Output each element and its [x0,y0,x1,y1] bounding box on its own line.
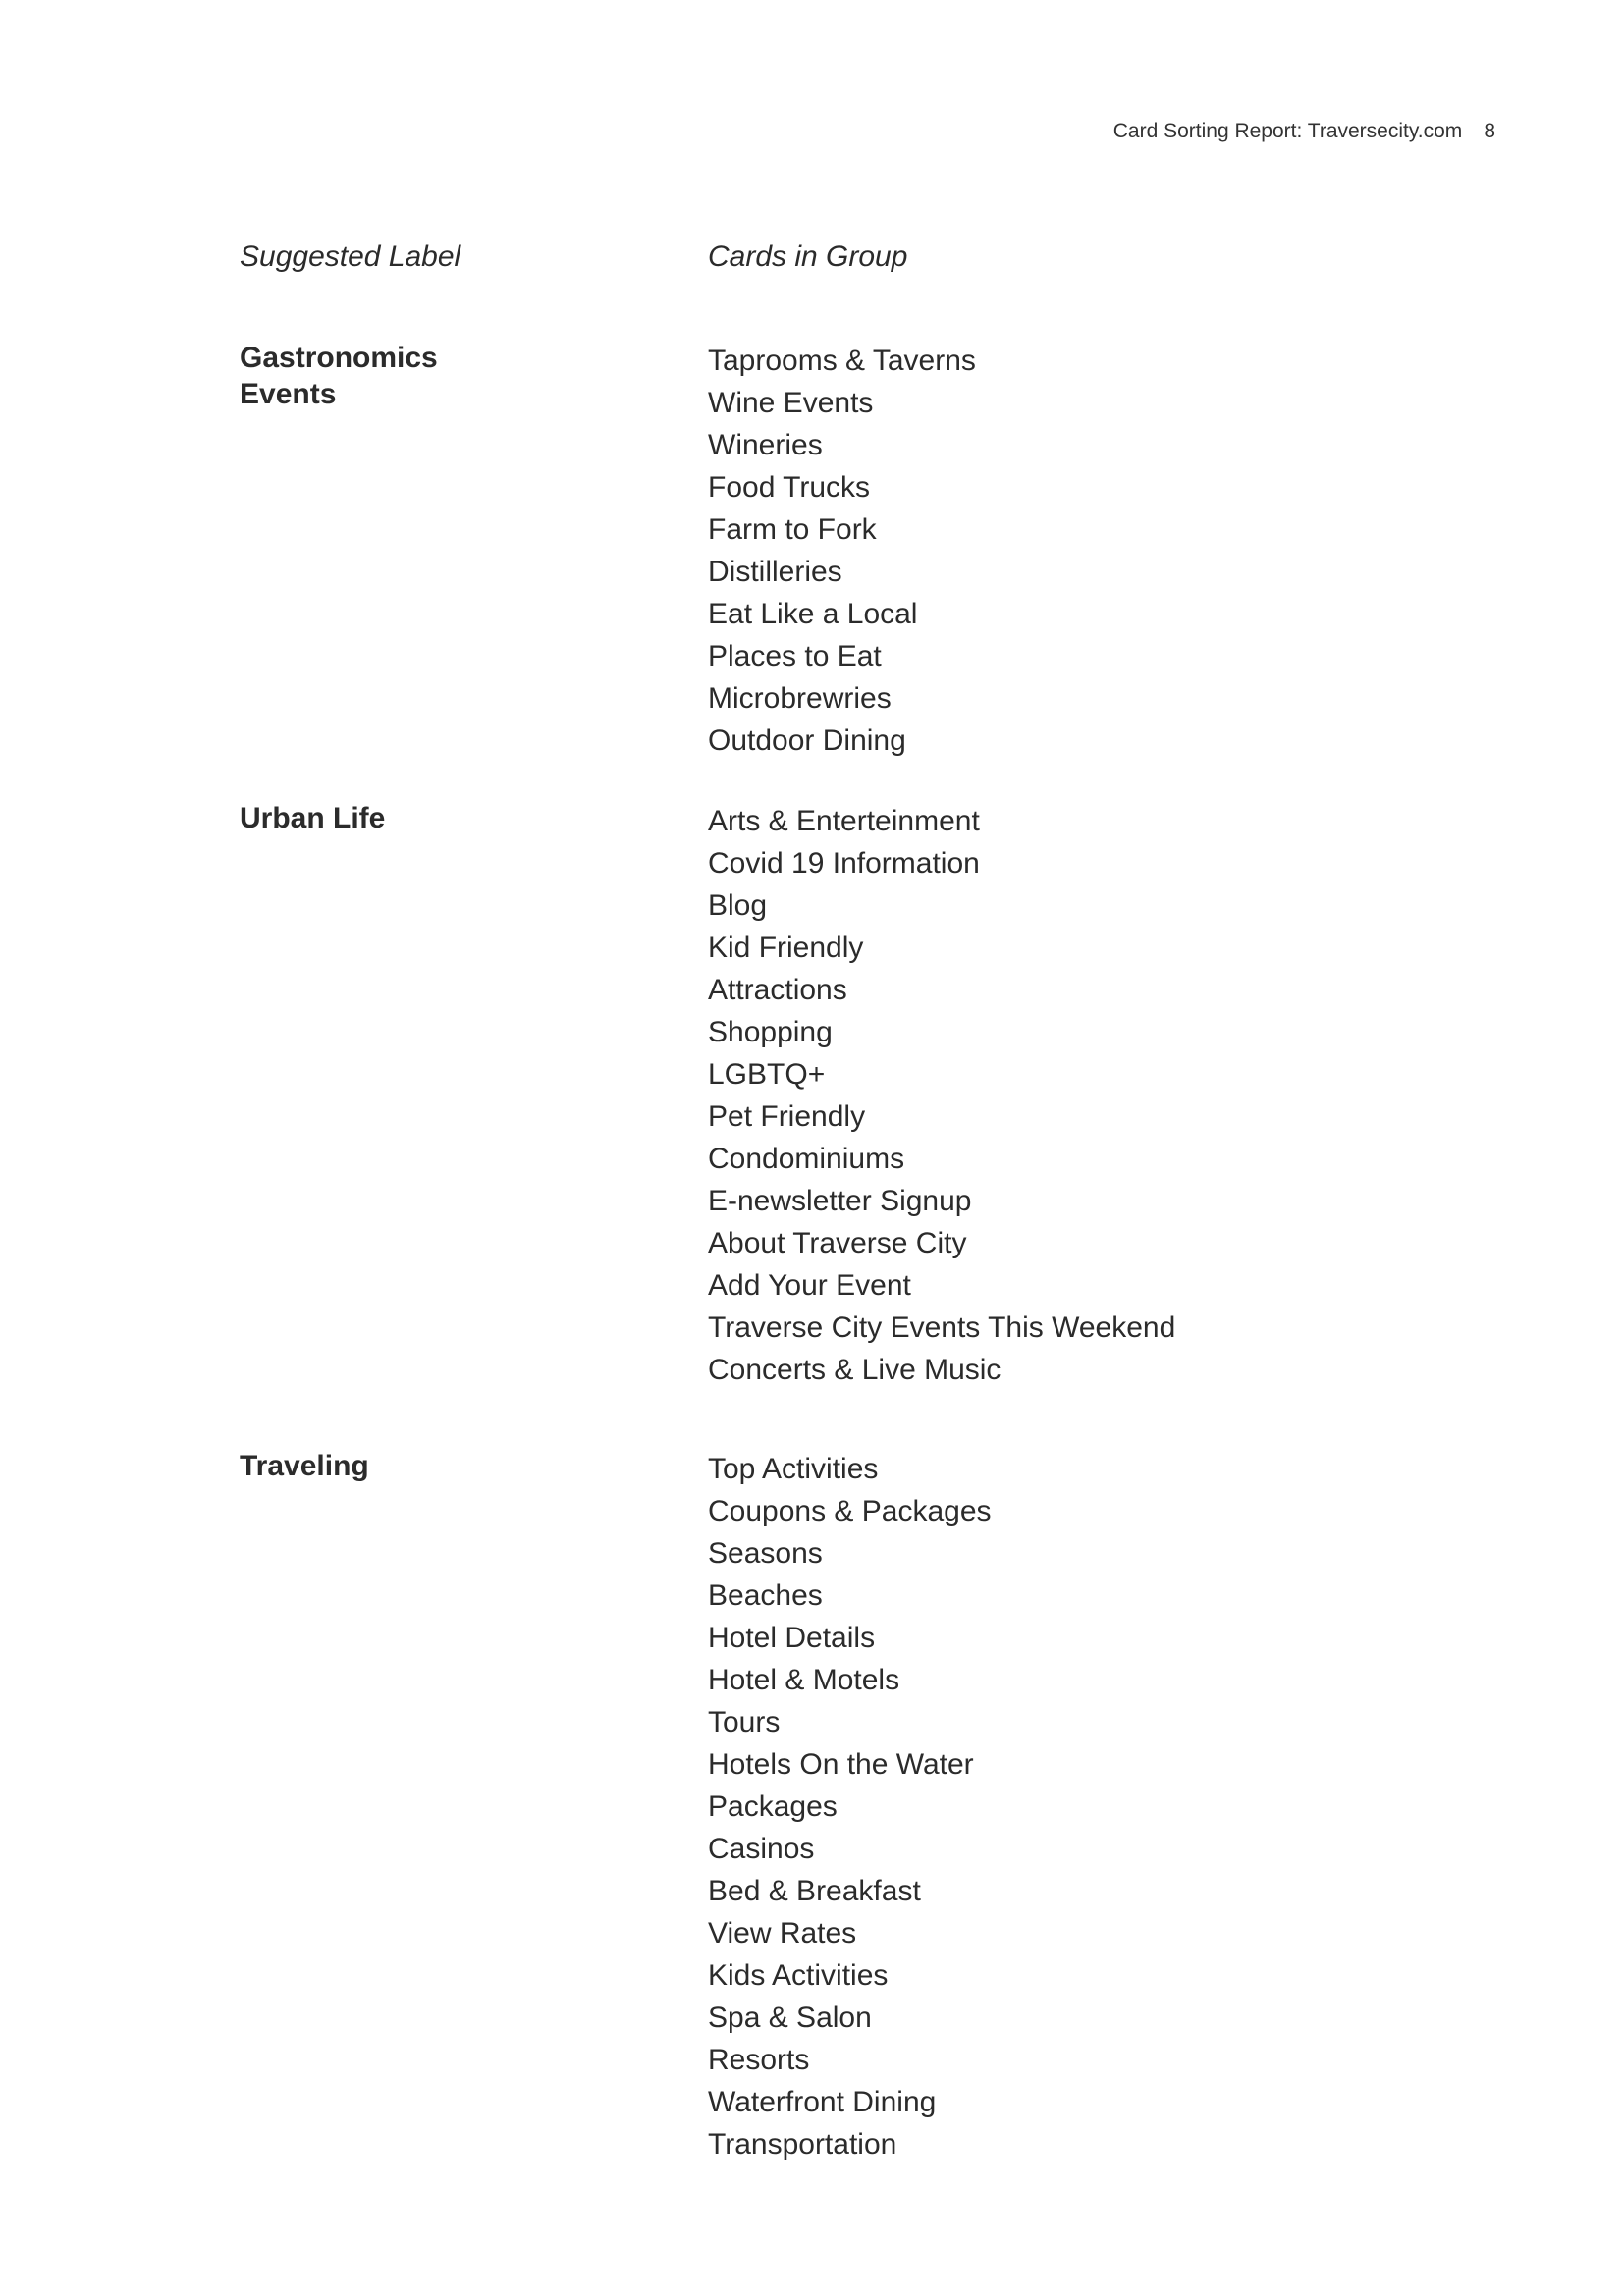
card-item: Add Your Event [708,1269,911,1302]
card-item: E-newsletter Signup [708,1185,972,1217]
card-item: Blog [708,889,768,922]
card-item: Food Trucks [708,471,871,504]
card-item: Waterfront Dining [708,2086,937,2118]
card-list [708,1448,992,2165]
card-item: Places to Eat [708,640,882,672]
card-item: Beaches [708,1579,823,1612]
card-item: Attractions [708,974,847,1006]
card-item: Bed & Breakfast [708,1875,921,1907]
card-item: Concerts & Live Music [708,1354,1001,1386]
card-item: Transportation [708,2128,897,2161]
card-item: Spa & Salon [708,2002,872,2034]
card-item: Arts & Enterteinment [708,805,980,837]
group-label: Gastronomics Events [240,342,438,410]
card-item: Condominiums [708,1143,905,1175]
card-item: Hotel & Motels [708,1664,900,1696]
card-list [708,800,1175,1391]
card-item: Resorts [708,2044,810,2076]
card-item: Kid Friendly [708,932,864,964]
card-item: Hotels On the Water [708,1748,974,1781]
group-label: Urban Life [240,802,386,834]
card-item: Farm to Fork [708,513,877,546]
card-item: Wine Events [708,387,874,419]
card-item: Coupons & Packages [708,1495,992,1527]
card-item: Taprooms & Taverns [708,345,976,377]
card-item: Seasons [708,1537,823,1570]
card-item: Traverse City Events This Weekend [708,1311,1176,1344]
card-item: Tours [708,1706,781,1738]
card-item: Covid 19 Information [708,847,980,880]
card-item: Packages [708,1790,838,1823]
card-list [708,340,976,762]
card-item: Wineries [708,429,823,461]
card-item: LGBTQ+ [708,1058,826,1091]
card-item: Distilleries [708,556,842,588]
card-item: Kids Activities [708,1959,889,1992]
card-item: Outdoor Dining [708,724,906,757]
card-item: Top Activities [708,1453,879,1485]
card-item: Casinos [708,1833,815,1865]
cards-in-group-heading: Cards in Group [708,240,908,273]
card-item: Shopping [708,1016,833,1048]
suggested-label-heading: Suggested Label [240,240,461,273]
card-item: Microbrewries [708,682,892,715]
page-header [982,120,1495,143]
card-item: View Rates [708,1917,857,1949]
page-number: 8 [1484,120,1495,142]
card-item: Hotel Details [708,1622,876,1654]
report-title: Card Sorting Report: Traversecity.com [1112,120,1463,142]
card-item: Eat Like a Local [708,598,918,630]
card-item: About Traverse City [708,1227,967,1259]
card-item: Pet Friendly [708,1100,866,1133]
column-headers [240,240,1418,280]
group-label: Traveling [240,1450,369,1482]
